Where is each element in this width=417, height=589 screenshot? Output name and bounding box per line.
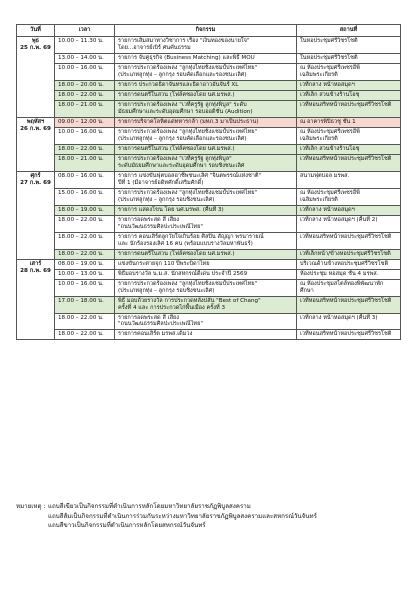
- table-row: [17, 100, 401, 117]
- place-cell: ห้องประชุม หอสมุด ชั้น 4 มรพส.: [297, 269, 401, 279]
- place-cell: เวทีกลาง หน้าหอสมุดฯ (คืนที่ 3): [297, 313, 401, 330]
- table-row: [17, 215, 401, 232]
- note-orange: แถบสีส้มเป็นกิจกรรมที่ดำเนินการร่วมกันระหว่างมหาวิทยาลัยราชภัฏพิบูลสงครามและสหกรณ์วันจันทร์: [48, 512, 317, 520]
- activity-cell: รายการคอนเสิร์ต มรพส.เดิมวง: [115, 330, 297, 340]
- activity-cell: รายการดนตรีในสวน (โฟล์คซองโดย นศ.มรพส.): [115, 249, 297, 259]
- activity-cell: รายการ จับคู่ธุรกิจ (Business Matching) และพิธี MOU: [115, 53, 297, 63]
- table-row: [17, 127, 401, 144]
- time-cell: 10.00 – 11.30 น.: [55, 36, 115, 53]
- time-cell: 18.00 – 22.00 น.: [55, 232, 115, 249]
- time-cell: 08.00 – 16.00 น.: [55, 171, 115, 188]
- notes-section: [16, 502, 406, 531]
- activity-cell: รายการอดพระสด สี เสียง "ถนนวัฒนธรรมศิลปะประเพณีไทย": [115, 313, 297, 330]
- activity-cell: รายการดนตรีในสวน (โฟล์คซองโดย นศ.มรพส.): [115, 90, 297, 100]
- table-row: [17, 279, 401, 296]
- table-row: [17, 53, 401, 63]
- activity-cell: รายการ ประกวดธิดาจันทรและธิดาอาวอันจันร์ XL: [115, 80, 297, 90]
- place-cell: เวทีเล็ก สวนข้างร้านโอชุ: [297, 90, 401, 100]
- place-cell: ณ ห้องประชุมสไตล์ทองพิพัฒนาพักศึกษา: [297, 279, 401, 296]
- table-header-row: [17, 25, 401, 37]
- table-row: [17, 117, 401, 127]
- note-white: แถบสีขาวเป็นกิจกรรมที่ดำเนินการหลักโดยสหกรณ์วันจันทร์: [48, 522, 206, 530]
- place-cell: ณ ห้องประชุมศรีเพชรอีพีเฉลิมพระเกียรติ: [297, 188, 401, 205]
- header-activity: กิจกรรม: [115, 25, 297, 37]
- time-cell: 08.00 – 19.00 น.: [55, 259, 115, 269]
- table-row: [17, 36, 401, 53]
- time-cell: 13.00 – 14.00 น.: [55, 53, 115, 63]
- time-cell: 09.00 – 12.00 น.: [55, 117, 115, 127]
- activity-cell: รายการประกวดร้องเพลง "เวทีครูรัฐ ลูกทุ่งพิบูล" ระดับ มัธยมศึกษาและระดับอุดมศึกษา รอบออดิชั่น (Audition): [115, 100, 297, 117]
- day-cell: ศุกร์ 27 ก.พ. 69: [17, 171, 55, 259]
- table-row: [17, 154, 401, 171]
- table-row: [17, 90, 401, 100]
- table-row: [17, 259, 401, 269]
- table-row: [17, 188, 401, 205]
- notes-lines: [48, 502, 406, 531]
- activity-cell: รายการประกวดร้องเพลง "ลูกทุ่งไทยชิงแชมป์ประเทศไทย" (ประเภทลูกทุ่ง – ลูกกรุง รอบคัดเลือกและรองชนะเลิศ): [115, 63, 297, 80]
- schedule-table: [16, 24, 401, 340]
- table-row: [17, 232, 401, 249]
- activity-cell: พิธี มอบถ้วยรางวัล การประกวดหลังปลัน "Best of Chang" ครั้งที่ 4 และ การประกวดไก่พื้นเมือง ครั้งที่ 3: [115, 296, 297, 313]
- place-cell: เวทีหอนสริทหน้าหอประชุมศรีวิชรโชติ: [297, 154, 401, 171]
- activity-cell: รายการดนตรีในสวน (โฟล์คซองโดย นศ.มรพส.): [115, 144, 297, 154]
- header-place: สถานที่: [297, 25, 401, 37]
- note-green: แถบสีเขียวเป็นกิจกรรมที่ดำเนินการหลักโดยมหาวิทยาลัยราชภัฏพิบูลสงคราม: [48, 503, 251, 510]
- time-cell: 10.00 – 16.00 น.: [55, 63, 115, 80]
- time-cell: 18.00 – 22.00 น.: [55, 330, 115, 340]
- place-cell: เวทีหอนสริทหน้าหอประชุมศรีวิชรโชติ: [297, 330, 401, 340]
- day-cell: พฤหัสฯ 26 ก.พ. 69: [17, 117, 55, 171]
- activity-cell: รายการบริจาคโลหิตแด่ทหารกล้า (มทภ.3 มาเป็นประธาน): [115, 117, 297, 127]
- place-cell: เวทีหอนสริทหน้าหอประชุมศรีวิชรโชติ: [297, 232, 401, 249]
- time-cell: 10.00 – 13.00 น.: [55, 269, 115, 279]
- table-row: [17, 269, 401, 279]
- time-cell: 18.00 – 20.00 น.: [55, 80, 115, 90]
- time-cell: 18.00 – 22.00 น.: [55, 90, 115, 100]
- activity-cell: พิธีมอบรางวัล น.ม.ส. นักสหกรณ์ดีเด่น ประจำปี 2569: [115, 269, 297, 279]
- activity-cell: รายการประกวดร้องเพลง "ลูกทุ่งไทยชิงแชมป์ประเทศไทย" (ประเภทลูกทุ่ง – ลูกกรุง รอบคัดเลือกและรองชนะเลิศ): [115, 127, 297, 144]
- time-cell: 10.00 – 16.00 น.: [55, 279, 115, 296]
- activity-cell: รายการเสิมสมาทางวิชาการ เรื่อง "เงินทองของนายใจ" โดย...อาจารย์เบิร์ ศนคันธรรม: [115, 36, 297, 53]
- header-time: เวลา: [55, 25, 115, 37]
- place-cell: เวทีกลาง หน้าหอสมุดฯ (คืนที่ 2): [297, 215, 401, 232]
- activity-cell: รายการ คอนเสิร์ตลูกวัยใจเกินร้อย ศิลปิน สัญญา พรนารายณ์ และ นักร้องรองเลิศ 16 คน (พร้อมแบบรางวัลมหาพันธร์): [115, 232, 297, 249]
- table-row: [17, 296, 401, 313]
- place-cell: เวทีเล็กหน้า/ข้างหอประชุมศรีวิชรโชติ: [297, 249, 401, 259]
- time-cell: 17.00 – 18.00 น.: [55, 296, 115, 313]
- activity-cell: รายการ แข่งขันฟุตบอลอาชีพชนะเลิศ "จินตพรรณ์แห่งชาติ" ปีที่ 1 (มีอาจารย์อดิทศักดิ์เสริมศักดิ์): [115, 171, 297, 188]
- table-row: [17, 171, 401, 188]
- notes-label: หมายเหตุ :: [16, 503, 46, 510]
- schedule-body: [17, 36, 401, 339]
- time-cell: 18.00 – 22.00 น.: [55, 215, 115, 232]
- place-cell: ณ ห้องประชุมศรีเพชรอีพีเฉลิมพระเกียรติ: [297, 127, 401, 144]
- place-cell: เวทีกลาง หน้าหอสมุดฯ: [297, 80, 401, 90]
- place-cell: เวทีกลาง หน้าหอสมุดฯ: [297, 205, 401, 215]
- place-cell: ณ อาคารพิปิธวชู ชั้น 1: [297, 117, 401, 127]
- activity-cell: รายการประกวดร้องเพลง "ลูกทุ่งไทยชิงแชมป์ประเทศไทย" (ประเภทลูกทุ่ง – ลูกกรุง รอบชิงชนะเลิศ): [115, 188, 297, 205]
- place-cell: บริเวณด้านข้างหอประชุมศรีวิชรโชติ: [297, 259, 401, 269]
- day-cell: เสาร์ 28 ก.พ. 69: [17, 259, 55, 340]
- day-cell: พุธ 25 ก.พ. 69: [17, 36, 55, 117]
- table-row: [17, 249, 401, 259]
- activity-cell: รายการอดพระสด สี เสียง "ถนนวัฒนธรรมศิลปะประเพณีไทย": [115, 215, 297, 232]
- time-cell: 18.00 – 21.00 น.: [55, 100, 115, 117]
- header-day: วันที่: [17, 25, 55, 37]
- table-row: [17, 205, 401, 215]
- time-cell: 10.00 – 16.00 น.: [55, 127, 115, 144]
- place-cell: เวทีเล็ก สวนข้างร้านโอชุ: [297, 144, 401, 154]
- table-row: [17, 144, 401, 154]
- activity-cell: รายการ แสดงโขน โดย นศ.มรพส. (คืนที่ 3): [115, 205, 297, 215]
- place-cell: เวทีหอนสริทหน้าหอประชุมศรีวิชรโชติ: [297, 296, 401, 313]
- place-cell: ณ ห้องประชุมศรีเพชรอีพีเฉลิมพระเกียรติ: [297, 63, 401, 80]
- table-row: [17, 80, 401, 90]
- time-cell: 18.00 – 22.00 น.: [55, 144, 115, 154]
- activity-cell: รายการประกวดร้องเพลง "เวทีครูรัฐ ลูกทุ่งพิบูล" ระดับมัธยมศึกษาและระดับอุดมศึกษา รอบชิงชนะเลิศ: [115, 154, 297, 171]
- place-cell: สนามฟุตบอล มรพส.: [297, 171, 401, 188]
- activity-cell: แข่งขันกระต่ายจุก 110 ปีพระบิดาไทย: [115, 259, 297, 269]
- time-cell: 18.00 – 22.00 น.: [55, 313, 115, 330]
- time-cell: 18.00 – 22.00 น.: [55, 249, 115, 259]
- place-cell: ในหอประชุมศรีวิชรโชติ: [297, 36, 401, 53]
- time-cell: 18.00 – 19.00 น.: [55, 205, 115, 215]
- place-cell: ในหอประชุมศรีวิชรโชติ: [297, 53, 401, 63]
- time-cell: 18.00 – 21.00 น.: [55, 154, 115, 171]
- time-cell: 15.00 – 16.00 น.: [55, 188, 115, 205]
- place-cell: เวทีหอนสริทหน้าหอประชุมศรีวิชรโชติ: [297, 100, 401, 117]
- table-row: [17, 313, 401, 330]
- activity-cell: รายการประกวดร้องเพลง "ลูกทุ่งไทยชิงแชมป์ประเทศไทย" (ประเภทลูกทุ่ง – ลูกกรุง รอบชิงชนะเลิศ): [115, 279, 297, 296]
- table-row: [17, 63, 401, 80]
- table-row: [17, 330, 401, 340]
